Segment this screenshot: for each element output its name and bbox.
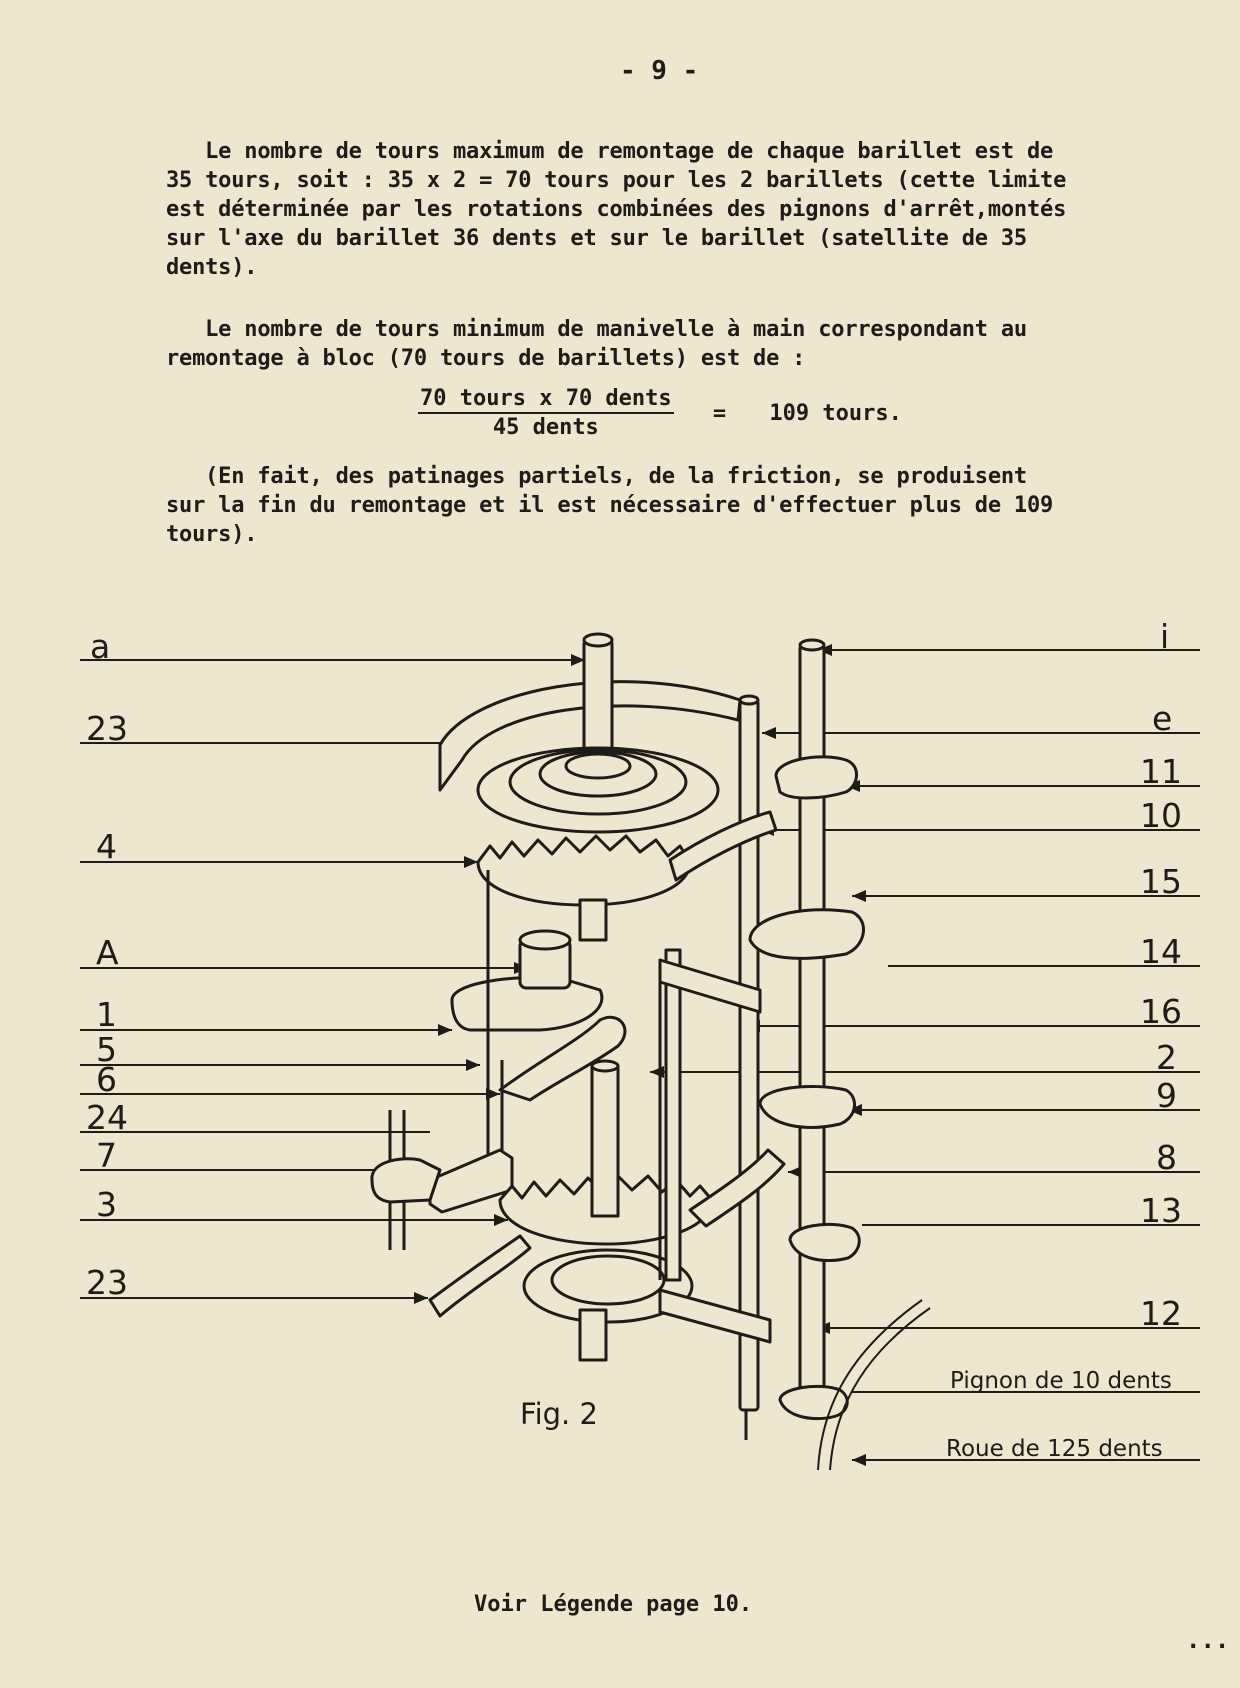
label-5: 5 xyxy=(96,1030,117,1069)
label-pignon: Pignon de 10 dents xyxy=(950,1368,1172,1394)
spring-coil-bottom-inner xyxy=(552,1256,664,1304)
label-e: e xyxy=(1152,699,1173,738)
label-13: 13 xyxy=(1140,1191,1182,1230)
equals-sign: = xyxy=(712,400,727,426)
label-3: 3 xyxy=(96,1185,117,1224)
disc-9 xyxy=(760,1086,855,1127)
text-line: est déterminée par les rotations combinées des pignons d'arrêt,montés xyxy=(166,197,1067,222)
shaft-e-end xyxy=(740,696,758,704)
label-a: a xyxy=(90,627,111,666)
shaft-bottom xyxy=(580,1310,606,1360)
shaft-mid-upper xyxy=(580,900,606,940)
text-line: dents). xyxy=(166,255,258,280)
text-line: tours). xyxy=(166,522,258,547)
figure-caption: Fig. 2 xyxy=(520,1397,598,1431)
rod-middle xyxy=(666,950,680,1280)
spring-strip-bottom xyxy=(430,1236,530,1316)
fraction-numerator: 70 tours x 70 dents xyxy=(418,386,674,414)
label-23-bottom: 23 xyxy=(86,1263,128,1302)
label-10: 10 xyxy=(1140,796,1182,835)
shaft-mid-lower-end xyxy=(592,1061,618,1071)
mechanism-figure xyxy=(0,600,1240,1480)
label-2: 2 xyxy=(1156,1038,1177,1077)
pinion-10 xyxy=(780,1386,847,1418)
winding-formula xyxy=(418,386,902,440)
arm-10 xyxy=(670,812,776,880)
footer-note: Voir Légende page 10. xyxy=(474,1592,753,1617)
disc-15 xyxy=(750,910,863,959)
label-15: 15 xyxy=(1140,862,1182,901)
spring-coil-core xyxy=(566,754,630,778)
text-line: sur l'axe du barillet 36 dents et sur le barillet (satellite de 35 xyxy=(166,226,1027,251)
disc-13 xyxy=(790,1224,859,1260)
label-4: 4 xyxy=(96,827,117,866)
ratchet-wheel-top xyxy=(478,836,690,905)
fraction xyxy=(418,386,674,440)
disc-11 xyxy=(776,757,857,798)
cam-A-top xyxy=(520,931,570,949)
label-23-top: 23 xyxy=(86,709,128,748)
label-A: A xyxy=(96,933,119,972)
shaft-a xyxy=(584,640,612,760)
label-12: 12 xyxy=(1140,1294,1182,1333)
formula-result: 109 tours. xyxy=(769,400,902,426)
text-line: Le nombre de tours minimum de manivelle à main correspondant au xyxy=(166,317,1027,342)
label-i: i xyxy=(1160,617,1170,656)
paragraph-3 xyxy=(166,462,1156,549)
label-1: 1 xyxy=(96,995,117,1034)
paragraph-2 xyxy=(166,315,1156,373)
text-line: 35 tours, soit : 35 x 2 = 70 tours pour les 2 barillets (cette limite xyxy=(166,168,1067,193)
shaft-a-end xyxy=(584,634,612,646)
clamp-24 xyxy=(372,1159,440,1202)
fraction-denominator: 45 dents xyxy=(492,415,599,440)
right-leader-lines xyxy=(650,650,1200,1460)
label-11: 11 xyxy=(1140,752,1182,791)
label-24: 24 xyxy=(86,1098,128,1137)
label-8: 8 xyxy=(1156,1138,1177,1177)
label-9: 9 xyxy=(1156,1076,1177,1115)
label-6: 6 xyxy=(96,1060,117,1099)
text-line: sur la fin du remontage et il est nécessaire d'effectuer plus de 109 xyxy=(166,493,1054,518)
label-16: 16 xyxy=(1140,992,1182,1031)
text-line: Le nombre de tours maximum de remontage de chaque barillet est de xyxy=(166,139,1054,164)
shaft-mid-lower xyxy=(592,1066,618,1216)
label-7: 7 xyxy=(96,1136,117,1175)
corner-mark: ... xyxy=(1186,1626,1230,1654)
text-line: (En fait, des patinages partiels, de la friction, se produisent xyxy=(166,464,1027,489)
paragraph-1 xyxy=(166,137,1156,282)
page-number: - 9 - xyxy=(620,56,699,86)
label-14: 14 xyxy=(1140,932,1182,971)
shaft-i-end xyxy=(800,640,824,650)
wheel-125-arc xyxy=(830,1308,930,1470)
text-line: remontage à bloc (70 tours de barillets) est de : xyxy=(166,346,806,371)
shaft-e xyxy=(740,700,758,1410)
mechanism-drawing xyxy=(372,634,864,1440)
pawl-8 xyxy=(690,1150,784,1226)
label-roue: Roue de 125 dents xyxy=(946,1436,1163,1462)
